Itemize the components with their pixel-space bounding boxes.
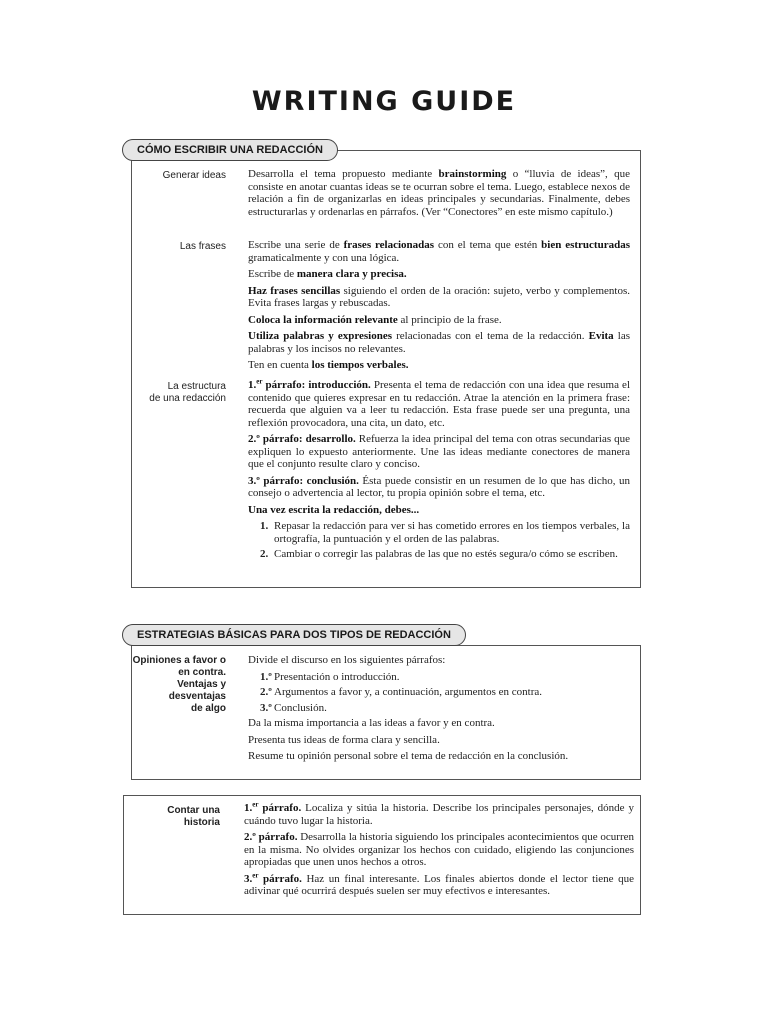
list-debes	[248, 520, 630, 561]
text-las-frases: Escribe una serie de frases relacionadas con el tema que estén bien estructuradas gramaticalmente y con una lógica. Escribe de manera clara y precisa. Haz frases sencillas siguiendo el orden de la oración: sujeto, verbo y complementos. Evita frases largas y rebuscadas. Coloca la información relevante al principio de la frase. Utiliza palabras y expresiones relacionadas con el tema de la redacción. Evita las palabras y los incisos no relevantes. Ten en cuenta los tiempos verbales.	[248, 239, 630, 371]
list-parrafos	[248, 671, 630, 715]
section-tag-estrategias: ESTRATEGIAS BÁSICAS PARA DOS TIPOS DE REDACCIÓN	[122, 624, 466, 646]
list-item: 2.º Argumentos a favor y, a continuación, argumentos en contra.	[260, 686, 542, 698]
label-las-frases: Las frases	[179, 241, 226, 252]
label-contar-historia: Contar una historia	[167, 805, 220, 828]
list-item: 1. Repasar la redacción para ver si has cometido errores en los tiempos verbales, la ortografía, la puntuación y el orden de las palabras.	[260, 520, 630, 545]
list-item: 1.º Presentación o introducción.	[260, 670, 400, 683]
page-title: WRITING GUIDE	[251, 86, 517, 117]
label-la-estructura: La estructura de una redacción	[149, 381, 226, 404]
text-opiniones: Divide el discurso en los siguientes párrafos: 1.º Presentación o introducción. 2.º Argumentos a favor y, a continuación, argumentos en contra. 3.º Conclusión. Da la misma importancia a las ideas a favor y en contra. Presenta tus ideas de forma clara y sencilla. Resume tu opinión personal sobre el tema de redacción en la conclusión.	[248, 654, 630, 767]
label-opiniones: Opiniones a favor o en contra. Ventajas y desventajas de algo	[132, 655, 226, 714]
section-tag-como-escribir: CÓMO ESCRIBIR UNA REDACCIÓN	[122, 139, 338, 161]
text-contar-historia: 1.$^{er}$ párrafo. Localiza y sitúa la historia. Describe los principales personajes, dónde y cuándo tuvo lugar la historia. 2.º párrafo. Desarrolla la historia siguiendo los principales acontecimientos que ocurren en la misma. No olvides organizar los hechos con cuidado, eligiendo las conjunciones apropiadas que unen unos hechos a otros. 3.$^{er}$ párrafo. Haz un final interesante. Los finales abiertos donde el lector tiene que adivinar qué ocurrirá después suelen ser muy efectivos e interesantes.	[244, 800, 634, 897]
text-generar-ideas: Desarrolla el tema propuesto mediante brainstorming o “lluvia de ideas”, que consiste en anotar cuantas ideas se te ocurran sobre el tema. Luego, establece nexos de relación a fin de organizarlas en ideas principales y secundarias. Finalmente, debes estructurarlas y ordenarlas en párrafos. (Ver “Conectores” en este mismo capítulo.)	[248, 168, 631, 218]
text-la-estructura: 1.$^{er}$ párrafo: introducción. Presenta el tema de redacción con una idea que resuma el contenido que quieres expresar en tu redacción. Atrae la atención en la primera frase: recuerda que alguien va a leer tu redacción. Esta frase puede ser una pregunta, una reflexión provocadora, una cita, un dato, etc. 2.º párrafo: desarrollo. Refuerza la idea principal del tema con otras secundarias que expliquen lo expuesto anteriormente. Une las ideas mediante conectores de manera que el conjunto resulte claro y conciso. 3.º párrafo: conclusión. Ésta puede consistir en un resumen de lo que has dicho, un consejo o advertencia al lector, tu propia opinión sobre el tema, etc. Una vez escrita la redacción, debes... 1. Repasar la redacción para ver si has cometido errores en los tiempos verbales, la ortografía, la puntuación y el orden de las palabras. 2. Cambiar o corregir las palabras de las que no estés segura/o cómo se escriben.	[248, 377, 630, 560]
label-generar-ideas: Generar ideas	[162, 170, 226, 181]
list-item: 3.º Conclusión.	[260, 701, 327, 714]
list-item: 2. Cambiar o corregir las palabras de las que no estés segura/o cómo se escriben.	[260, 548, 618, 560]
